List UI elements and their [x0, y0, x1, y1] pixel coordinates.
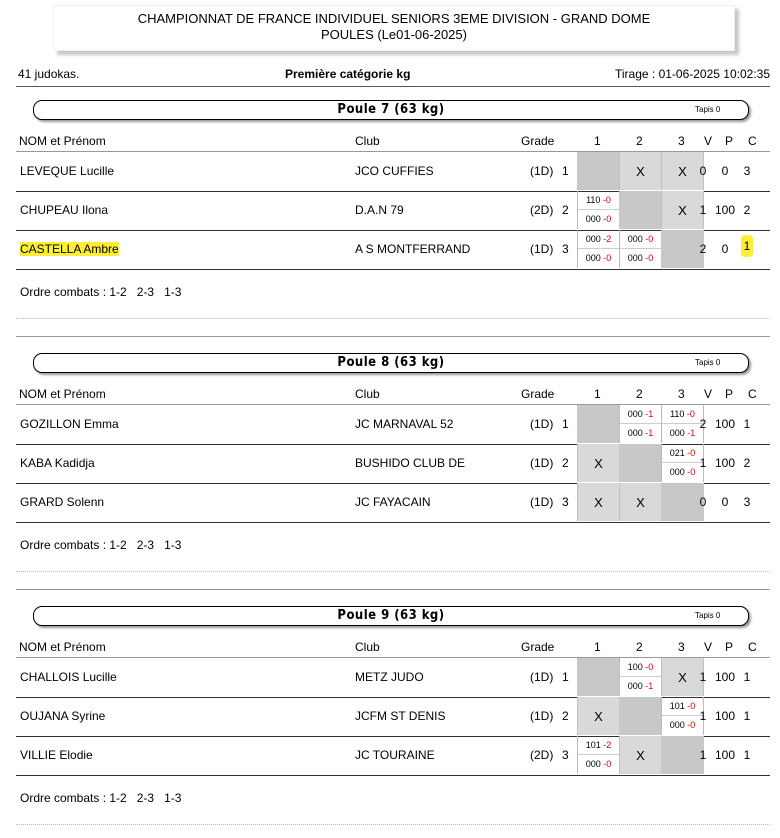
competitor-row — [16, 405, 770, 445]
fight-order — [20, 538, 181, 552]
points-value: 0 — [721, 242, 729, 256]
self-cell — [619, 444, 662, 482]
score-value: 021 — [669, 448, 688, 458]
victories-value: 2 — [699, 242, 707, 256]
cross-mark: X — [636, 495, 645, 510]
grade: (1D) — [530, 709, 554, 723]
penalty-value: -0 — [687, 448, 696, 458]
score-top — [620, 405, 661, 424]
score-top — [578, 191, 619, 210]
tapis-label: Tapis 0 — [695, 611, 721, 620]
points-value: 0 — [721, 495, 729, 509]
victories-value: 0 — [699, 495, 707, 509]
col-header-1: 1 — [594, 387, 601, 401]
penalty-value: -1 — [645, 409, 654, 419]
col-header-c: C — [748, 387, 757, 401]
grade: (1D) — [530, 164, 554, 178]
competitor-number: 2 — [562, 709, 569, 723]
competitor-number: 3 — [562, 242, 569, 256]
score-value: 100 — [627, 662, 646, 672]
penalty-value: -1 — [645, 681, 654, 691]
points-value: 0 — [721, 164, 729, 178]
competitor-name: VILLIE Elodie — [20, 748, 93, 762]
score-value: 101 — [585, 740, 604, 750]
no-fight-cell — [619, 152, 662, 190]
score-bottom — [620, 424, 661, 442]
club-name: D.A.N 79 — [355, 203, 404, 217]
penalty-value: -0 — [686, 409, 695, 419]
col-header-2: 2 — [636, 387, 643, 401]
col-header-name: NOM et Prénom — [19, 640, 106, 654]
score-bottom — [578, 755, 619, 773]
col-header-2: 2 — [636, 640, 643, 654]
penalty-value: -1 — [687, 428, 696, 438]
info-bar — [18, 67, 770, 83]
club-name: A S MONTFERRAND — [355, 242, 471, 256]
document-title-box — [53, 5, 735, 51]
competitor-name: KABA Kadidja — [20, 456, 95, 470]
competitor-row — [16, 152, 770, 192]
classement-value: 2 — [743, 203, 751, 217]
competitor-number: 3 — [562, 495, 569, 509]
no-fight-cell — [619, 483, 662, 521]
col-header-club: Club — [355, 640, 380, 654]
cross-mark: X — [678, 670, 687, 685]
points-value: 100 — [714, 670, 736, 684]
cross-mark: X — [678, 203, 687, 218]
col-header-p: P — [725, 387, 734, 401]
grade: (2D) — [530, 203, 554, 217]
competitor-number: 2 — [562, 456, 569, 470]
no-fight-cell — [577, 483, 620, 521]
fight-pair: 1-2 — [109, 285, 137, 299]
poule-title: Poule 7 (63 kg) — [337, 102, 445, 117]
grade: (1D) — [530, 242, 554, 256]
self-cell — [577, 152, 620, 190]
cross-mark: X — [636, 748, 645, 763]
col-header-c: C — [748, 640, 757, 654]
penalty-value: -2 — [603, 234, 612, 244]
competitor-row — [16, 658, 770, 698]
points-value: 100 — [714, 709, 736, 723]
club-name: JC MARNAVAL 52 — [355, 417, 454, 431]
competitor-row — [16, 191, 770, 231]
col-header-grade: Grade — [521, 640, 555, 654]
poules-date-subtitle: POULES (Le01-06-2025) — [321, 27, 467, 42]
fight-pair: 1-2 — [109, 538, 137, 552]
club-name: METZ JUDO — [355, 670, 424, 684]
score-top — [620, 230, 661, 249]
score-cell — [619, 405, 662, 443]
fight-pair: 2-3 — [136, 538, 165, 552]
col-header-v: V — [704, 640, 713, 654]
section-divider — [16, 589, 770, 590]
grade: (1D) — [530, 495, 554, 509]
score-value: 000 — [669, 720, 688, 730]
poule-section — [0, 100, 780, 332]
col-header-grade: Grade — [521, 134, 555, 148]
col-header-c: C — [748, 134, 757, 148]
score-cell — [577, 191, 620, 229]
points-value: 100 — [714, 456, 736, 470]
penalty-value: -0 — [603, 759, 612, 769]
victories-value: 2 — [699, 417, 707, 431]
penalty-value: -0 — [602, 195, 611, 205]
poule-section — [0, 353, 780, 585]
score-value: 000 — [627, 253, 646, 263]
tirage-timestamp: Tirage : 01-06-2025 10:02:35 — [615, 67, 770, 81]
poule-title: Poule 9 (63 kg) — [337, 608, 445, 623]
penalty-value: -0 — [687, 720, 696, 730]
competitor-row — [16, 736, 770, 776]
score-value: 000 — [585, 759, 604, 769]
col-header-2: 2 — [636, 134, 643, 148]
score-cell — [619, 230, 662, 268]
competitor-number: 2 — [562, 203, 569, 217]
fight-pair: 1-2 — [109, 791, 137, 805]
self-cell — [619, 191, 662, 229]
section-dotted-divider — [16, 824, 770, 825]
no-fight-cell — [577, 444, 620, 482]
competitor-number: 3 — [562, 748, 569, 762]
section-dotted-divider — [16, 318, 770, 319]
col-header-3: 3 — [678, 134, 685, 148]
score-value: 000 — [585, 234, 604, 244]
fight-pair: 1-3 — [164, 538, 182, 552]
col-header-club: Club — [355, 387, 380, 401]
self-cell — [577, 658, 620, 696]
fight-pair: 2-3 — [136, 791, 165, 805]
penalty-value: -0 — [687, 701, 696, 711]
victories-value: 1 — [699, 709, 707, 723]
classement-highlight: 1 — [741, 235, 754, 257]
club-name: JC TOURAINE — [355, 748, 435, 762]
competitor-name: LEVEQUE Lucille — [20, 164, 115, 178]
penalty-value: -1 — [645, 428, 654, 438]
col-header-3: 3 — [678, 640, 685, 654]
competitor-number: 1 — [562, 670, 569, 684]
grade: (1D) — [530, 456, 554, 470]
victories-value: 1 — [699, 203, 707, 217]
club-name: JCFM ST DENIS — [355, 709, 446, 723]
score-value: 110 — [670, 409, 687, 419]
col-header-v: V — [704, 387, 713, 401]
cross-mark: X — [594, 495, 603, 510]
club-name: JC FAYACAIN — [355, 495, 431, 509]
competitor-name: CHUPEAU Ilona — [20, 203, 109, 217]
score-value: 000 — [669, 428, 688, 438]
classement-value: 1 — [743, 748, 751, 762]
competitor-name: OUJANA Syrine — [20, 709, 106, 723]
tapis-label: Tapis 0 — [695, 358, 721, 367]
cross-mark: X — [594, 709, 603, 724]
section-dotted-divider — [16, 571, 770, 572]
cross-mark: X — [636, 164, 645, 179]
fight-order-label: Ordre combats : — [20, 538, 110, 552]
cross-mark: X — [678, 164, 687, 179]
victories-value: 1 — [699, 748, 707, 762]
classement-value: 3 — [743, 164, 751, 178]
classement-value — [737, 239, 757, 253]
grade: (2D) — [530, 748, 554, 762]
info-divider — [16, 86, 770, 87]
fight-pair: 1-3 — [164, 285, 182, 299]
fight-order-label: Ordre combats : — [20, 285, 110, 299]
section-divider — [16, 336, 770, 337]
classement-value: 1 — [743, 417, 751, 431]
penalty-value: -0 — [645, 234, 654, 244]
victories-value: 0 — [699, 164, 707, 178]
competitor-row — [16, 444, 770, 484]
no-fight-cell — [577, 697, 620, 735]
points-value: 100 — [714, 417, 736, 431]
competitor-name: CASTELLA Ambre — [20, 242, 119, 256]
score-cell — [577, 736, 620, 774]
score-value: 000 — [627, 409, 646, 419]
poule-header — [33, 100, 749, 120]
competitor-number: 1 — [562, 164, 569, 178]
victories-value: 1 — [699, 670, 707, 684]
score-top — [578, 230, 619, 249]
score-value: 000 — [669, 467, 688, 477]
points-value: 100 — [714, 203, 736, 217]
competitor-name: CHALLOIS Lucille — [20, 670, 117, 684]
club-name: BUSHIDO CLUB DE — [355, 456, 466, 470]
classement-value: 2 — [743, 456, 751, 470]
score-value: 101 — [669, 701, 688, 711]
fight-order — [20, 285, 181, 299]
classement-value: 1 — [743, 670, 751, 684]
score-value: 000 — [627, 681, 646, 691]
col-header-name: NOM et Prénom — [19, 387, 106, 401]
penalty-value: -0 — [603, 253, 612, 263]
score-top — [578, 736, 619, 755]
score-value: 000 — [585, 214, 604, 224]
competitor-name: GRARD Solenn — [20, 495, 105, 509]
col-header-3: 3 — [678, 387, 685, 401]
poule-header — [33, 606, 749, 626]
competitor-row — [16, 697, 770, 737]
col-header-v: V — [704, 134, 713, 148]
col-header-club: Club — [355, 134, 380, 148]
penalty-value: -0 — [645, 662, 654, 672]
fight-pair: 2-3 — [136, 285, 165, 299]
score-value: 000 — [627, 234, 646, 244]
no-fight-cell — [619, 736, 662, 774]
self-cell — [619, 697, 662, 735]
penalty-value: -2 — [603, 740, 612, 750]
category-label: Première catégorie kg — [285, 67, 411, 81]
cross-mark: X — [594, 456, 603, 471]
fight-order-label: Ordre combats : — [20, 791, 110, 805]
col-header-1: 1 — [594, 640, 601, 654]
score-value: 110 — [586, 195, 603, 205]
poule-section — [0, 606, 780, 838]
grade: (1D) — [530, 417, 554, 431]
club-name: JCO CUFFIES — [355, 164, 434, 178]
competitor-row — [16, 230, 770, 270]
judoka-count: 41 judokas. — [18, 67, 80, 81]
points-value: 100 — [714, 748, 736, 762]
score-bottom — [620, 677, 661, 695]
penalty-value: -0 — [645, 253, 654, 263]
poule-header — [33, 353, 749, 373]
col-header-1: 1 — [594, 134, 601, 148]
classement-value: 3 — [743, 495, 751, 509]
grade: (1D) — [530, 670, 554, 684]
poule-title: Poule 8 (63 kg) — [337, 355, 445, 370]
self-cell — [577, 405, 620, 443]
score-bottom — [620, 249, 661, 267]
score-value: 000 — [627, 428, 646, 438]
score-bottom — [578, 249, 619, 267]
classement-value: 1 — [743, 709, 751, 723]
col-header-name: NOM et Prénom — [19, 134, 106, 148]
score-top — [620, 658, 661, 677]
competitor-name: GOZILLON Emma — [20, 417, 119, 431]
fight-pair: 1-3 — [164, 791, 182, 805]
championship-title: CHAMPIONNAT DE FRANCE INDIVIDUEL SENIORS 3EME DIVISION - GRAND DOME — [137, 11, 651, 26]
score-value: 000 — [585, 253, 604, 263]
penalty-value: -0 — [603, 214, 612, 224]
score-cell — [577, 230, 620, 268]
competitor-number: 1 — [562, 417, 569, 431]
col-header-grade: Grade — [521, 387, 555, 401]
col-header-p: P — [725, 640, 734, 654]
score-bottom — [578, 210, 619, 228]
fight-order — [20, 791, 181, 805]
penalty-value: -0 — [687, 467, 696, 477]
victories-value: 1 — [699, 456, 707, 470]
tapis-label: Tapis 0 — [695, 105, 721, 114]
col-header-p: P — [725, 134, 734, 148]
score-cell — [619, 658, 662, 696]
competitor-row — [16, 483, 770, 523]
